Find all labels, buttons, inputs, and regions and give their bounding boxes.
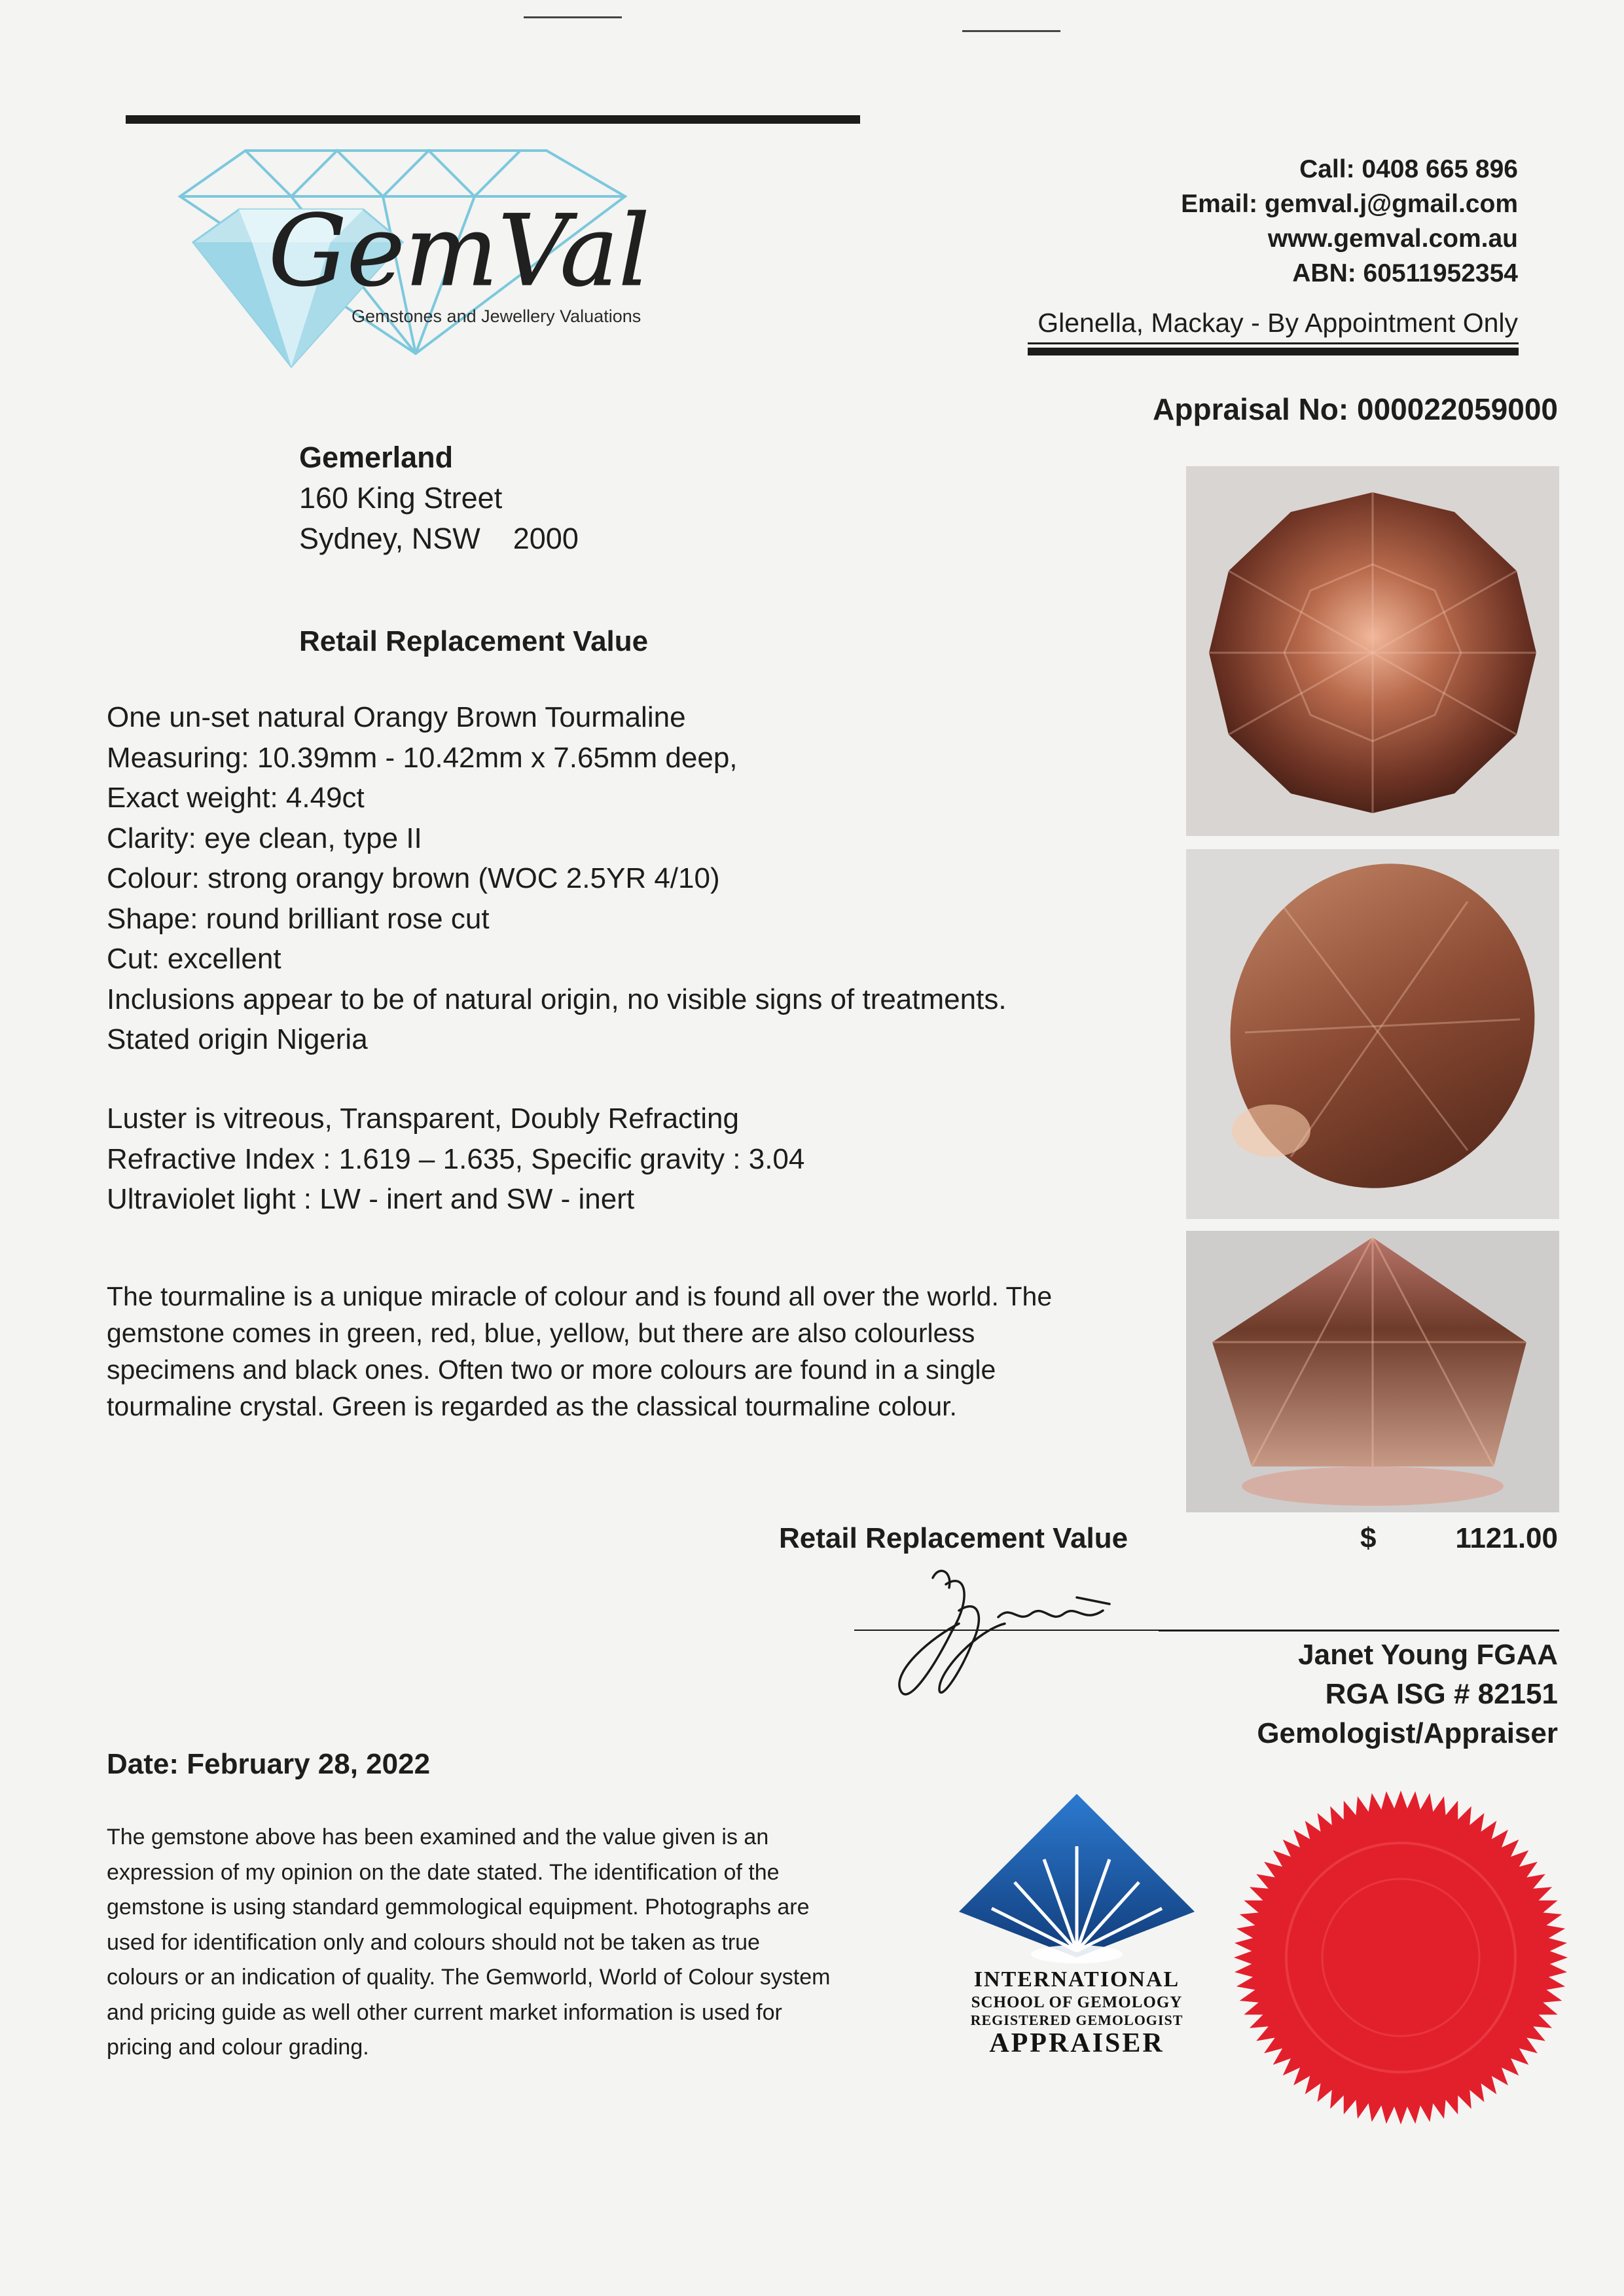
- signature-line: [1159, 1630, 1559, 1631]
- top-mark-right: [962, 30, 1060, 32]
- desc-line: Stated origin Nigeria: [107, 1023, 368, 1055]
- desc-line: Colour: strong orangy brown (WOC 2.5YR 4/10): [107, 862, 720, 894]
- isg-line1: INTERNATIONAL: [973, 1967, 1180, 1992]
- appraisal-date: Date: February 28, 2022: [107, 1748, 431, 1780]
- desc-line: Measuring: 10.39mm - 10.42mm x 7.65mm deep,: [107, 741, 738, 774]
- red-seal-icon: [1231, 1787, 1571, 2128]
- isg-line2: SCHOOL OF GEMOLOGY: [971, 1994, 1183, 2011]
- disclaimer-line: expression of my opinion on the date stated. The identification of the: [107, 1859, 780, 1885]
- about-line: specimens and black ones. Often two or more colours are found in a single: [107, 1355, 996, 1385]
- contact-phone: Call: 0408 665 896: [1299, 155, 1518, 183]
- appraisal-number: Appraisal No: 000022059000: [1153, 392, 1558, 426]
- gem-properties: [107, 1099, 1154, 1220]
- appraiser-name: Janet Young FGAA: [1298, 1639, 1558, 1671]
- isg-line4: APPRAISER: [989, 2028, 1164, 2058]
- about-line: tourmaline crystal. Green is regarded as the classical tourmaline colour.: [107, 1391, 957, 1421]
- contact-email: Email: gemval.j@gmail.com: [1181, 190, 1518, 218]
- gem-photo-top: [1186, 466, 1559, 836]
- disclaimer-line: The gemstone above has been examined and the value given is an: [107, 1825, 769, 1850]
- appraiser-title: Gemologist/Appraiser: [1257, 1717, 1558, 1749]
- disclaimer: [107, 1820, 931, 2066]
- value-currency: $: [1360, 1522, 1377, 1554]
- about-line: gemstone comes in green, red, blue, yellow, but there are also colourless: [107, 1318, 975, 1348]
- header-top-rule: [126, 115, 860, 124]
- contact-website: www.gemval.com.au: [1267, 225, 1518, 253]
- recipient-address: [299, 437, 579, 559]
- isg-badge-text: [936, 1967, 1218, 2059]
- disclaimer-line: pricing and colour grading.: [107, 2035, 369, 2060]
- retail-title: Retail Replacement Value: [299, 625, 649, 657]
- recipient-city: Sydney, NSW 2000: [299, 522, 579, 555]
- prop-line: Refractive Index : 1.619 – 1.635, Specific gravity : 3.04: [107, 1142, 805, 1175]
- isg-line3: REGISTERED GEMOLOGIST: [970, 2012, 1183, 2028]
- location-rule-thick: [1028, 348, 1519, 355]
- recipient-street: 160 King Street: [299, 481, 503, 515]
- gemval-logo: [167, 137, 691, 380]
- desc-line: Cut: excellent: [107, 943, 281, 975]
- disclaimer-line: colours or an indication of quality. The Gemworld, World of Colour system: [107, 1965, 831, 1990]
- brand-tagline: Gemstones and Jewellery Valuations: [352, 306, 641, 326]
- gem-photo-middle: [1186, 849, 1559, 1219]
- prop-line: Ultraviolet light : LW - inert and SW - inert: [107, 1183, 635, 1215]
- brand-name: GemVal: [268, 194, 650, 308]
- prop-line: Luster is vitreous, Transparent, Doubly Refracting: [107, 1102, 740, 1135]
- gem-photo-bottom: [1186, 1231, 1559, 1512]
- disclaimer-line: gemstone is using standard gemmological equipment. Photographs are: [107, 1895, 810, 1920]
- contact-block: [929, 152, 1518, 291]
- desc-line: Inclusions appear to be of natural origin, no visible signs of treatments.: [107, 983, 1007, 1015]
- appraiser-registration: RGA ISG # 82151: [1325, 1678, 1558, 1710]
- value-amount: 1121.00: [1455, 1522, 1558, 1554]
- disclaimer-line: and pricing guide as well other current market information is used for: [107, 1999, 782, 2025]
- disclaimer-line: used for identification only and colours should not be taken as true: [107, 1929, 760, 1955]
- appraiser-block: [969, 1635, 1558, 1753]
- desc-line: One un-set natural Orangy Brown Tourmaline: [107, 701, 686, 733]
- value-label: Retail Replacement Value: [779, 1522, 1128, 1554]
- location-line: Glenella, Mackay - By Appointment Only: [1038, 308, 1518, 338]
- location-rule-thin: [1028, 342, 1519, 344]
- desc-line: Clarity: eye clean, type II: [107, 822, 422, 854]
- top-mark-left: [524, 16, 622, 18]
- desc-line: Shape: round brilliant rose cut: [107, 902, 490, 935]
- desc-line: Exact weight: 4.49ct: [107, 782, 365, 814]
- gem-description: [107, 697, 1154, 1060]
- about-line: The tourmaline is a unique miracle of colour and is found all over the world. The: [107, 1281, 1053, 1311]
- tourmaline-info: [107, 1278, 1180, 1425]
- contact-abn: ABN: 60511952354: [1292, 259, 1518, 287]
- recipient-name: Gemerland: [299, 441, 454, 474]
